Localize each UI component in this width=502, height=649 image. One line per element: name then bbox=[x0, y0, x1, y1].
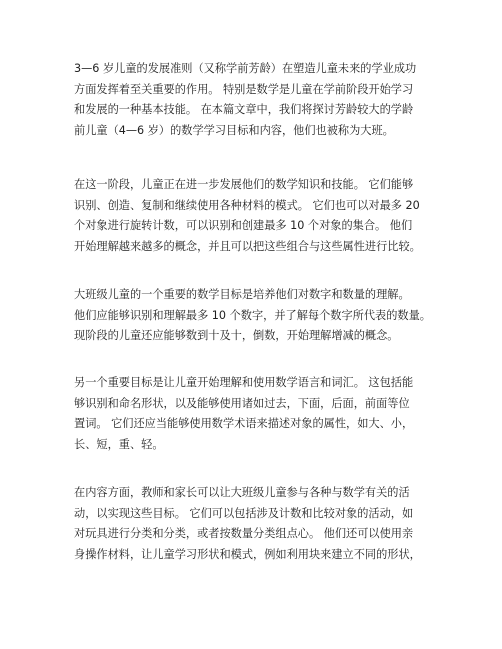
text-line: 大班级儿童的一个重要的数学目标是培养他们对数字和数量的理解。 bbox=[74, 288, 410, 301]
text-line: 他们应能够识别和理解最多 10 个数字，并了解每个数字所代表的数量。 bbox=[74, 308, 431, 322]
text-line: 置词。 它们还应当能够使用数学术语来描述对象的属性，如大、小， bbox=[74, 417, 414, 430]
paragraph-stage-skills bbox=[74, 175, 474, 257]
text-line: 识别、创造、复制和继续使用各种材料的模式。 它们也可以对最多 20 bbox=[74, 198, 420, 212]
text-line: 身操作材料，让儿童学习形状和模式，例如利用块来建立不同的形状， bbox=[74, 547, 421, 561]
text-line: 对玩具进行分类和分类，或者按数量分类组点心。 他们还可以使用亲 bbox=[74, 527, 414, 540]
paragraph-content-activities bbox=[74, 483, 474, 565]
text-line: 在内容方面，教师和家长可以让大班级儿童参与各种与数学有关的活 bbox=[74, 486, 410, 499]
paragraph-intro bbox=[74, 59, 474, 141]
text-line: 方面发挥着至关重要的作用。 特别是数学是儿童在学前阶段开始学习 bbox=[74, 82, 414, 96]
text-line: 在这一阶段，儿童正在进一步发展他们的数学知识和技能。 它们能够 bbox=[74, 178, 414, 191]
text-line: 够识别和命名形状，以及能够使用诸如过去，下面，后面，前面等位 bbox=[74, 396, 410, 410]
text-line: 3—6 岁儿童的发展准则（又称学前芳龄）在塑造儿童未来的学业成功 bbox=[74, 62, 417, 75]
text-line: 长、短，重、轻。 bbox=[74, 437, 164, 451]
text-line: 前儿童（4—6 岁）的数学学习目标和内容，他们也被称为大班。 bbox=[74, 123, 394, 137]
paragraph-number-goal bbox=[74, 285, 474, 347]
text-line: 另一个重要目标是让儿童开始理解和使用数学语言和词汇。 这包括能 bbox=[74, 376, 414, 389]
text-line: 现阶段的儿童还应能够数到十及十，倒数，开始理解增减的概念。 bbox=[74, 329, 399, 342]
paragraph-language-goal bbox=[74, 373, 474, 455]
text-line: 和发展的一种基本技能。 在本篇文章中，我们将探讨芳龄较大的学龄 bbox=[74, 103, 414, 116]
text-line: 开始理解越来越多的概念，并且可以把这些组合与这些属性进行比较。 bbox=[74, 239, 421, 253]
text-line: 个对象进行旋转计数，可以识别和创建最多 10 个对象的集合。 他们 bbox=[74, 219, 413, 232]
text-line: 动，以实现这些目标。 它们可以包括涉及计数和比较对象的活动，如 bbox=[74, 506, 414, 520]
